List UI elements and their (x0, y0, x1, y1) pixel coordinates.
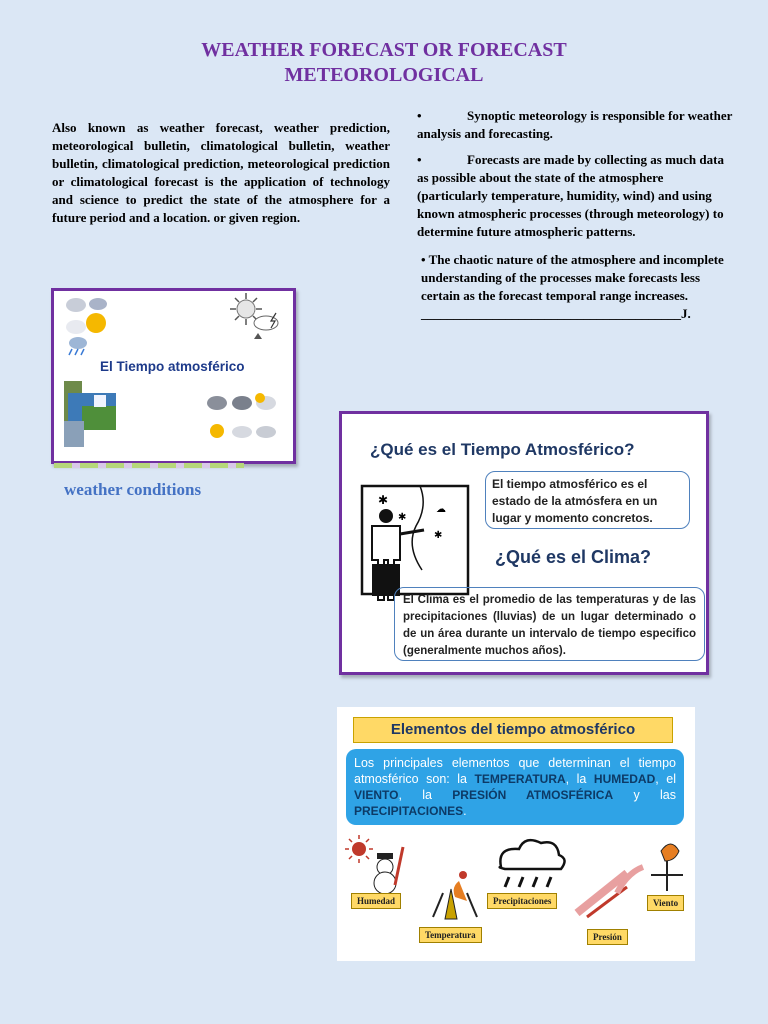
page-title (0, 38, 768, 88)
weather-elements-card (337, 707, 695, 961)
bullet-2: • Forecasts are made by collecting as much data as possible about the state of the atmosphere (particularly temperature, humidity, wind) and using known atmospheric processes (through meteorology) to determine future atmospheric patterns. (417, 152, 724, 239)
sun-cloud-icon (230, 293, 278, 339)
weather-definition: El tiempo atmosférico es el estado de la atmósfera en un lugar y momento concretos. (485, 471, 690, 529)
label-humedad: Humedad (351, 893, 401, 909)
weather-vs-climate-card (339, 411, 709, 675)
label-temperatura: Temperatura (419, 927, 482, 943)
snowman-sun-icon (345, 835, 403, 894)
rain-cloud-icon (500, 840, 565, 887)
bullet-3: • The chaotic nature of the atmosphere and incomplete understanding of the processes make forecasts less certain as the forecast temporal range increases. ________________________________________J. (421, 252, 724, 321)
weather-icons-top-left (66, 298, 107, 355)
weather-icons-bottom-right (207, 393, 276, 438)
thermometer-flame-icon (433, 871, 477, 919)
question-weather: ¿Qué es el Tiempo Atmosférico? (370, 440, 635, 459)
bullet-1: • Synoptic meteorology is responsible for weather analysis and forecasting. (417, 108, 733, 141)
svg-text:✱: ✱ (378, 493, 389, 507)
svg-text:✱: ✱ (434, 530, 443, 541)
weather-vane-icon (651, 844, 683, 891)
card-title: El Tiempo atmosférico (100, 359, 245, 374)
photo-collage (64, 381, 116, 447)
climate-definition: El Clima es el promedio de las temperaturas y de las precipitaciones (lluvias) de un lugar determinado o de un área durante un intervalo de tiempo especifico (generalmente muchos años). (394, 587, 705, 661)
title-line-2: METEOROLOGICAL (284, 64, 484, 86)
pressure-arrows-icon (577, 867, 643, 917)
label-presion: Presión (587, 929, 628, 945)
weather-conditions-caption: weather conditions (64, 480, 202, 499)
label-viento: Viento (647, 895, 684, 911)
weather-image-card (51, 288, 296, 464)
label-precipitaciones: Precipitaciones (487, 893, 557, 909)
elements-description: Los principales elementos que determinan el tiempo atmosférico son: la TEMPERATURA, la HUMEDAD, el VIENTO, la PRESIÓN ATMOSFÉRICA y las PRECIPITACIONES. (346, 749, 684, 825)
question-climate: ¿Qué es el Clima? (495, 547, 652, 567)
bullet-list (417, 107, 737, 331)
elements-heading: Elementos del tiempo atmosférico (353, 717, 673, 743)
intro-paragraph: Also known as weather forecast, weather prediction, meteorological bulletin, climatological bulletin, weather bulletin, climatological prediction, meteorological prediction or climatological forecast is the application of technology and science to predict the state of the atmosphere for a future period and a location. or given region. (52, 120, 390, 225)
svg-text:✱: ✱ (398, 512, 407, 523)
decorative-stripe (54, 463, 244, 468)
title-line-1: WEATHER FORECAST OR FORECAST (201, 39, 567, 61)
weather-illustration (54, 291, 293, 461)
svg-text:☁: ☁ (436, 504, 446, 515)
